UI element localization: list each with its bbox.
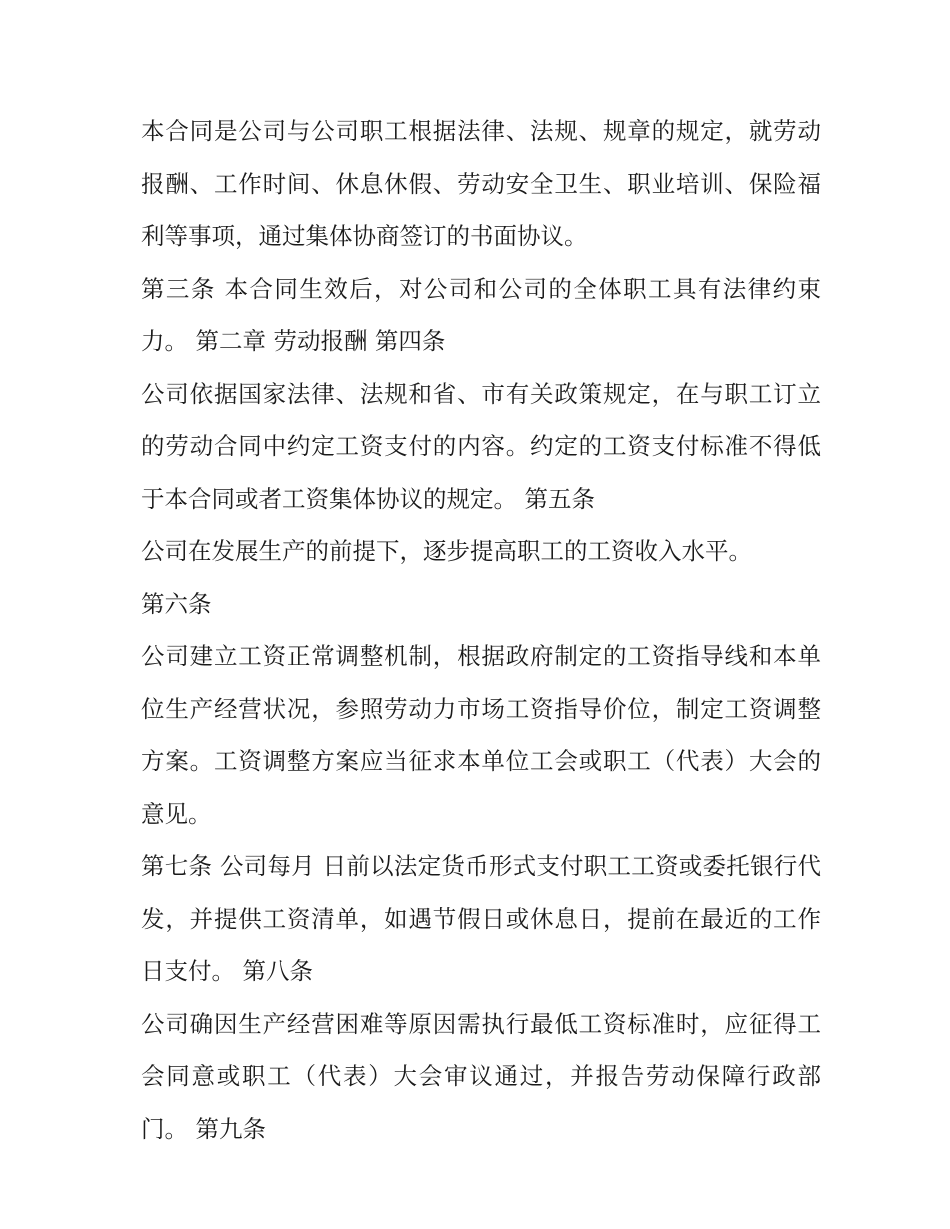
paragraph-article-5: 公司在发展生产的前提下，逐步提高职工的工资收入水平。 xyxy=(141,537,752,565)
paragraph-article-3: 第三条 本合同生效后，对公司和公司的全体职工具有法律约束力。 第二章 劳动报酬 第四条 xyxy=(141,274,821,355)
paragraph-article-7: 第七条 公司每月 日前以法定货币形式支付职工工资或委托银行代发，并提供工资清单，如遇节假日或休息日，提前在最近的工作日支付。 第八条 xyxy=(141,852,821,985)
paragraph-article-6: 公司建立工资正常调整机制，根据政府制定的工资指导线和本单位生产经营状况，参照劳动力市场工资指导价位，制定工资调整方案。工资调整方案应当征求本单位工会或职工（代表）大会的意见。 xyxy=(141,642,821,828)
paragraph-article-8: 公司确因生产经营困难等原因需执行最低工资标准时，应征得工会同意或职工（代表）大会审议通过，并报告劳动保障行政部门。 第九条 xyxy=(141,1009,821,1143)
paragraph-definition: 本合同是公司与公司职工根据法律、法规、规章的规定，就劳动报酬、工作时间、休息休假、劳动安全卫生、职业培训、保险福利等事项，通过集体协商签订的书面协议。 xyxy=(141,117,821,250)
paragraph-article-6-heading: 第六条 xyxy=(141,589,212,618)
paragraph-article-4: 公司依据国家法律、法规和省、市有关政策规定，在与职工订立的劳动合同中约定工资支付的内容。约定的工资支付标准不得低于本合同或者工资集体协议的规定。 第五条 xyxy=(141,379,821,513)
document-body xyxy=(141,105,821,1155)
